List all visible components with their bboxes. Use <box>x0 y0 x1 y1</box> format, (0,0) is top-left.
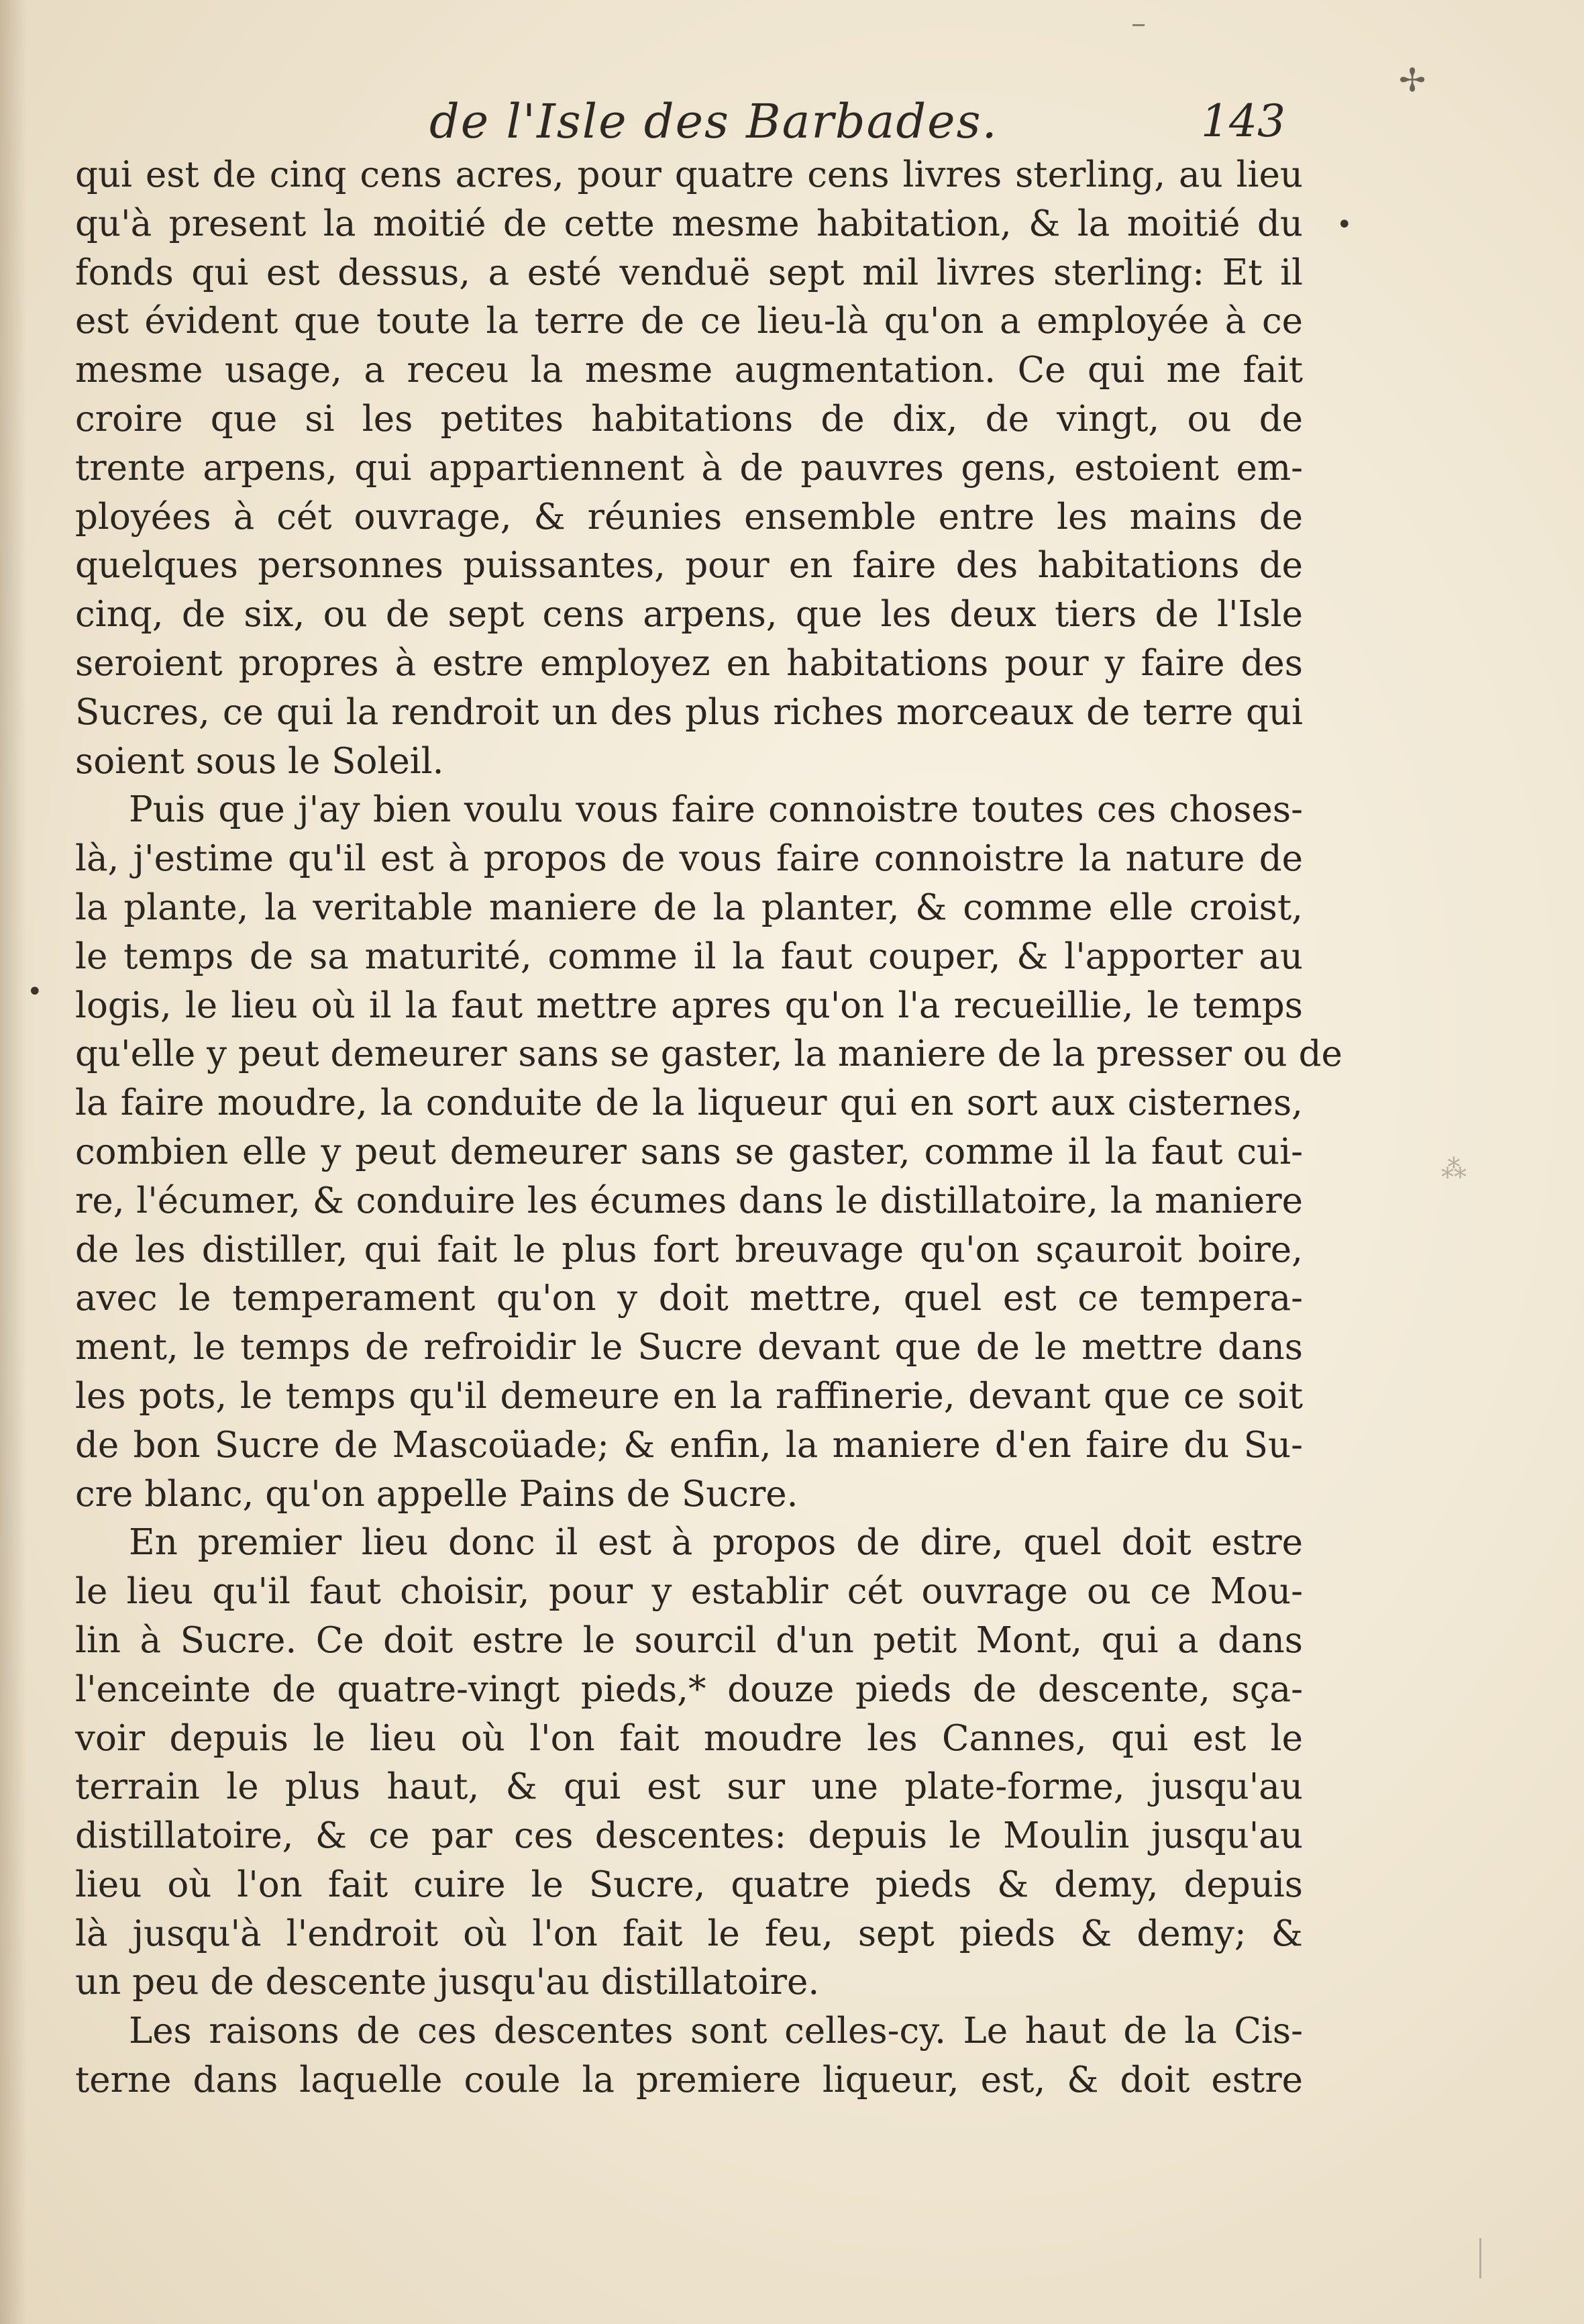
text-line: croire que si les petites habitations de dix, de vingt, ou de <box>75 398 1303 440</box>
text-line: Les raisons de ces descentes sont celles-cy. Le haut de la Cis- <box>129 2011 1303 2052</box>
text-line: de bon Sucre de Mascoüade; & enfin, la maniere d'en faire du Su- <box>75 1424 1303 1466</box>
page-number: 143 <box>1201 95 1285 147</box>
text-line: distillatoire, & ce par ces descentes: depuis le Moulin jusqu'au <box>75 1815 1303 1857</box>
text-line: trente arpens, qui appartiennent à de pauvres gens, estoient em- <box>75 447 1303 489</box>
bottom-tick-mark <box>1479 2238 1481 2278</box>
text-line: le lieu qu'il faut choisir, pour y establir cét ouvrage ou ce Mou- <box>75 1571 1303 1613</box>
corner-ornament-icon: ✢ <box>1399 62 1426 99</box>
text-line: les pots, le temps qu'il demeure en la raffinerie, devant que ce soit <box>75 1375 1303 1417</box>
text-line: le temps de sa maturité, comme il la faut couper, & l'apporter au <box>75 936 1303 977</box>
text-line: de les distiller, qui fait le plus fort breuvage qu'on sçauroit boire, <box>75 1229 1303 1270</box>
text-line: un peu de descente jusqu'au distillatoire. <box>75 1962 820 2003</box>
body-text <box>75 151 1342 2105</box>
running-title: de l'Isle des Barbades. <box>429 94 998 149</box>
text-line: quelques personnes puissantes, pour en faire des habitations de <box>75 545 1303 587</box>
text-line: re, l'écumer, & conduire les écumes dans le distillatoire, la maniere <box>75 1180 1303 1221</box>
text-line: est évident que toute la terre de ce lieu-là qu'on a employée à ce <box>75 301 1303 342</box>
text-line: lin à Sucre. Ce doit estre le sourcil d'un petit Mont, qui a dans <box>75 1619 1303 1661</box>
text-line: cinq, de six, ou de sept cens arpens, que les deux tiers de l'Isle <box>75 594 1303 636</box>
text-line: cre blanc, qu'on appelle Pains de Sucre. <box>75 1473 798 1515</box>
text-line: voir depuis le lieu où l'on fait moudre les Cannes, qui est le <box>75 1717 1303 1759</box>
text-line: avec le temperament qu'on y doit mettre, quel est ce tempera- <box>75 1278 1303 1319</box>
text-line: lieu où l'on fait cuire le Sucre, quatre pieds & demy, depuis <box>75 1864 1303 1905</box>
text-line: En premier lieu donc il est à propos de dire, quel doit estre <box>129 1522 1303 1564</box>
bleed-through-mark: ⁂ <box>1441 1154 1467 1184</box>
text-line: là jusqu'à l'endroit où l'on fait le feu, sept pieds & demy; & <box>75 1913 1303 1954</box>
text-line: Sucres, ce qui la rendroit un des plus riches morceaux de terre qui <box>75 691 1303 733</box>
text-line: qu'elle y peut demeurer sans se gaster, la maniere de la presser ou de <box>75 1033 1342 1075</box>
text-line: qu'à present la moitié de cette mesme habitation, & la moitié du <box>75 203 1303 244</box>
text-line: combien elle y peut demeurer sans se gaster, comme il la faut cui- <box>75 1131 1303 1172</box>
text-line: soient sous le Soleil. <box>75 740 444 782</box>
text-line: mesme usage, a receu la mesme augmentation. Ce qui me fait <box>75 350 1303 391</box>
text-line: logis, le lieu où il la faut mettre apres qu'on l'a recueillie, le temps <box>75 984 1303 1026</box>
text-line: seroient propres à estre employez en habitations pour y faire des <box>75 642 1303 684</box>
text-line: ployées à cét ouvrage, & réunies ensemble entre les mains de <box>75 496 1303 538</box>
text-line: l'enceinte de quatre-vingt pieds,* douze pieds de descente, sça- <box>75 1668 1303 1710</box>
text-line: Puis que j'ay bien voulu vous faire connoistre toutes ces choses- <box>129 789 1303 831</box>
text-line: fonds qui est dessus, a esté venduë sept mil livres sterling: Et il <box>75 252 1303 293</box>
margin-dot-icon: • <box>1336 209 1353 240</box>
margin-dot-icon: • <box>27 976 43 1007</box>
text-line: qui est de cinq cens acres, pour quatre cens livres sterling, au lieu <box>75 154 1303 195</box>
text-line: terne dans laquelle coule la premiere liqueur, est, & doit estre <box>75 2060 1303 2101</box>
top-tick-mark <box>1132 24 1145 26</box>
text-line: la plante, la veritable maniere de la planter, & comme elle croist, <box>75 887 1303 928</box>
text-line: là, j'estime qu'il est à propos de vous faire connoistre la nature de <box>75 838 1303 880</box>
text-line: ment, le temps de refroidir le Sucre devant que de le mettre dans <box>75 1327 1303 1368</box>
text-line: terrain le plus haut, & qui est sur une plate-forme, jusqu'au <box>75 1766 1303 1808</box>
text-line: la faire moudre, la conduite de la liqueur qui en sort aux cisternes, <box>75 1082 1303 1124</box>
